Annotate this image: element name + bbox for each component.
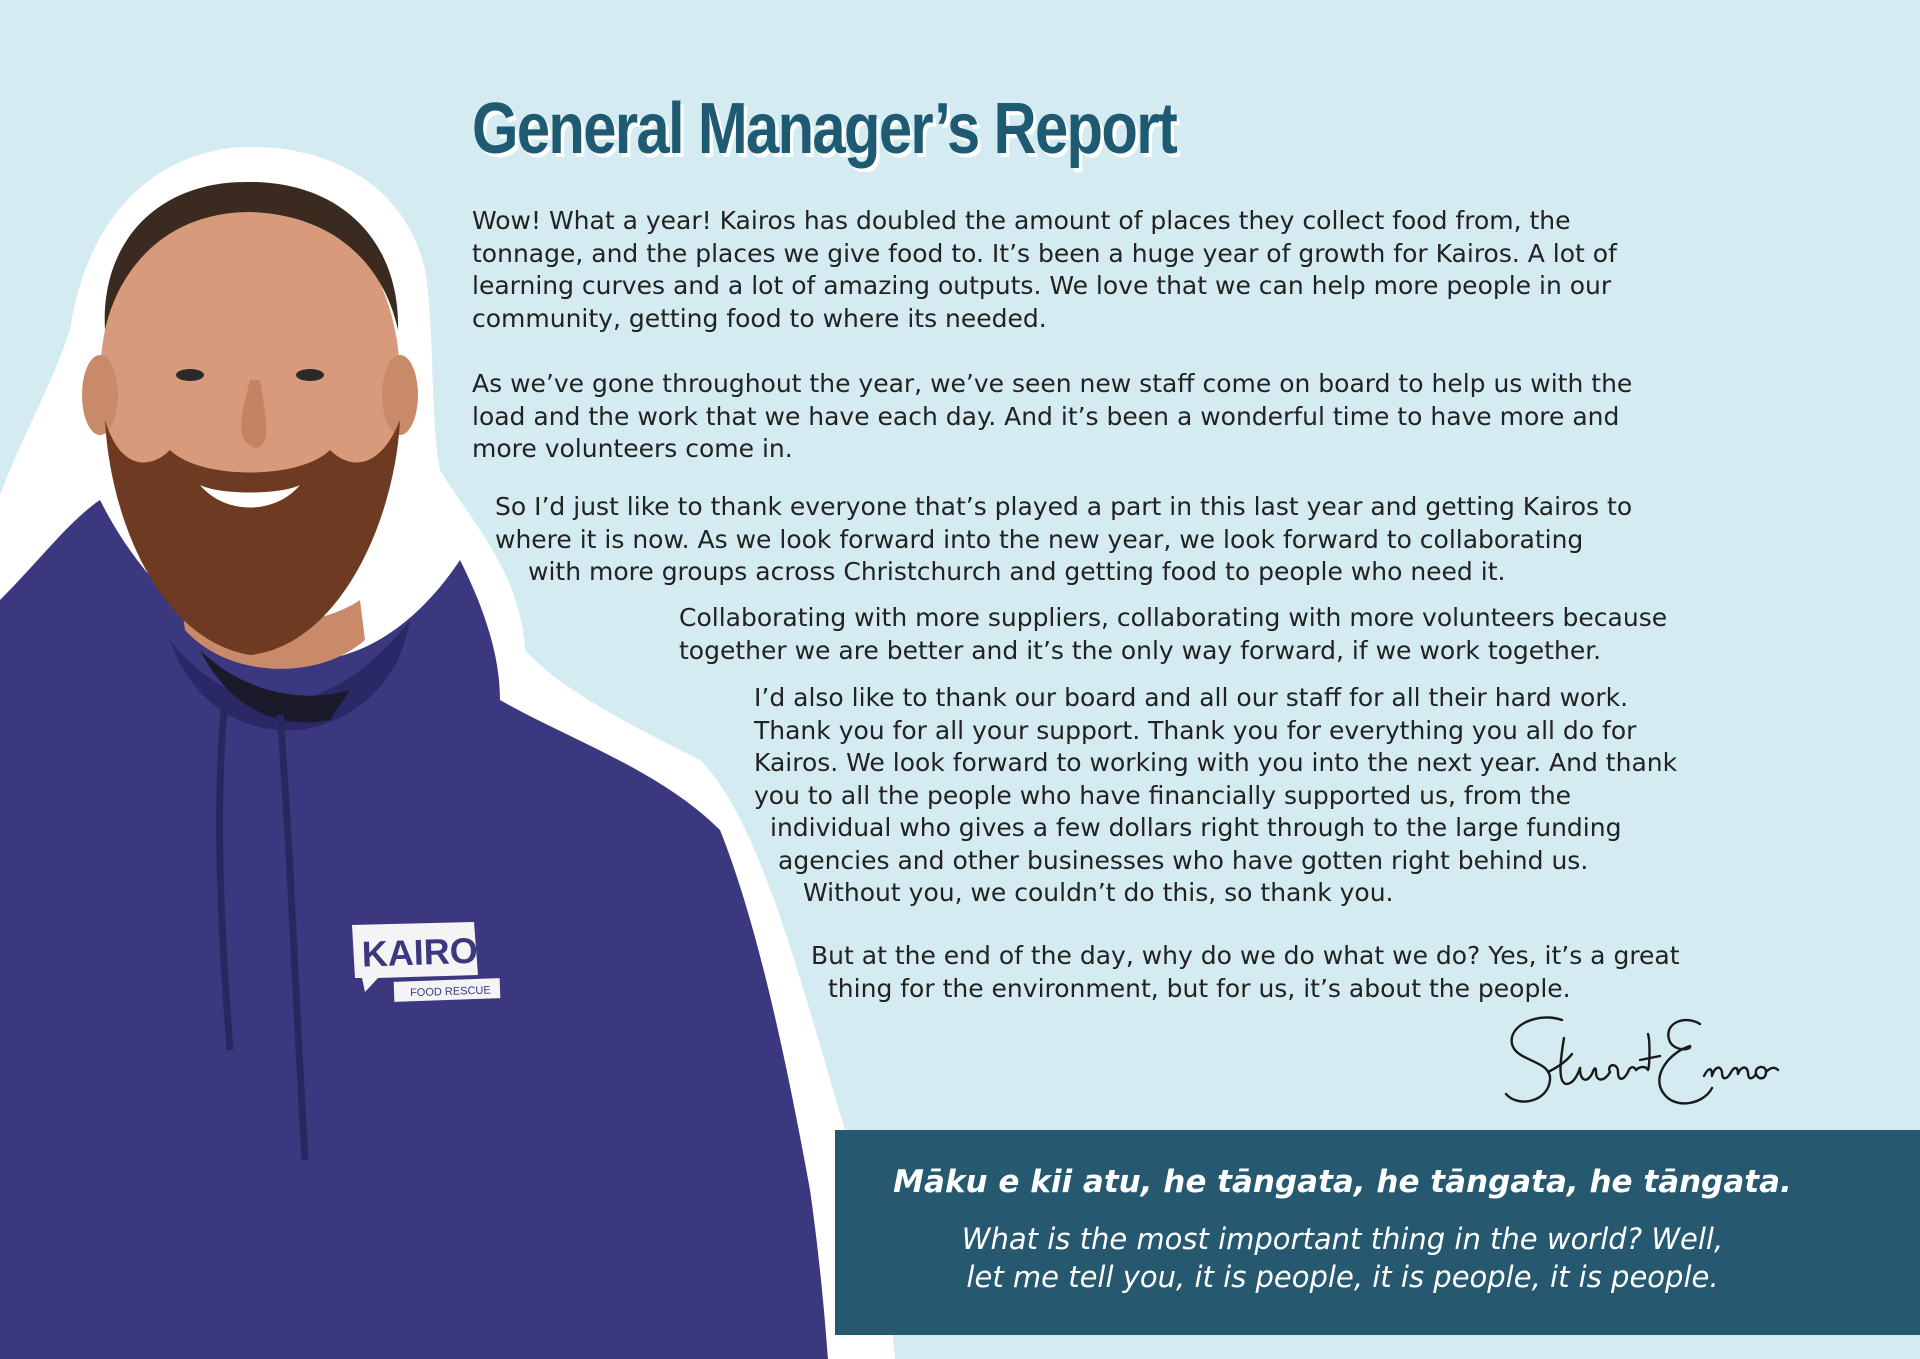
paragraph-line: Collaborating with more suppliers, collaborating with more volunteers because (679, 603, 1668, 632)
paragraph-line: So I’d just like to thank everyone that’s played a part in this last year and getting Kairos to (495, 492, 1633, 521)
paragraph-line: community, getting food to where its needed. (472, 303, 1047, 333)
quote-line: What is the most important thing in the world? Well, (961, 1222, 1724, 1256)
paragraph-line: tonnage, and the places we give food to. It’s been a huge year of growth for Kairos. A lot of (472, 238, 1617, 268)
paragraph-line: Wow! What a year! Kairos has doubled the amount of places they collect food from, the (472, 206, 1571, 235)
eye-left (176, 369, 204, 381)
kairos-logo-text: KAIROS (361, 928, 503, 975)
paragraph-line: Kairos. We look forward to working with you into the next year. And thank (754, 748, 1678, 777)
paragraph-line: But at the end of the day, why do we do what we do? Yes, it’s a great (811, 941, 1680, 970)
body-paragraph-1 (472, 205, 1617, 335)
paragraph-line: thing for the environment, but for us, it’s about the people. (828, 973, 1571, 1003)
body-paragraph-2 (472, 368, 1632, 466)
eye-right (296, 369, 324, 381)
paragraph-line: individual who gives a few dollars right through to the large funding (770, 813, 1622, 842)
body-paragraph-4 (679, 602, 1667, 667)
body-paragraph-3 (495, 491, 1632, 589)
kairos-logo-subtext: FOOD RESCUE (409, 984, 491, 1000)
signature (1500, 1010, 1785, 1125)
paragraph-line: you to all the people who have financially supported us, from the (754, 780, 1572, 810)
paragraph-line: agencies and other businesses who have gotten right behind us. (778, 845, 1589, 875)
paragraph-line: Without you, we couldn’t do this, so thank you. (803, 878, 1394, 907)
ear-right (382, 355, 418, 435)
paragraph-line: learning curves and a lot of amazing outputs. We love that we can help more people in our (472, 271, 1612, 300)
paragraph-line: together we are better and it’s the only way forward, if we work together. (679, 635, 1602, 665)
body-paragraph-6 (811, 940, 1680, 1005)
ear-left (82, 355, 118, 435)
portrait-photo (0, 0, 900, 1359)
paragraph-line: I’d also like to thank our board and all our staff for all their hard work. (754, 683, 1629, 712)
page-title: General Manager’s Report (472, 89, 1177, 169)
paragraph-line: As we’ve gone throughout the year, we’ve seen new staff come on board to help us with the (472, 369, 1633, 398)
paragraph-line: more volunteers come in. (472, 434, 793, 463)
body-paragraph-5 (754, 682, 1677, 910)
quote-box (835, 1130, 1920, 1335)
maori-quote: Māku e kii atu, he tāngata, he tāngata, he tāngata. (893, 1164, 1792, 1200)
english-quote (835, 1220, 1850, 1296)
paragraph-line: with more groups across Christchurch and getting food to people who need it. (528, 557, 1506, 586)
portrait-illustration (0, 0, 900, 1359)
quote-line: let me tell you, it is people, it is people, it is people. (966, 1260, 1719, 1294)
paragraph-line: load and the work that we have each day. And it’s been a wonderful time to have more and (472, 401, 1620, 431)
paragraph-line: where it is now. As we look forward into the new year, we look forward to collaborating (495, 524, 1584, 554)
paragraph-line: Thank you for all your support. Thank you for everything you all do for (754, 715, 1637, 745)
